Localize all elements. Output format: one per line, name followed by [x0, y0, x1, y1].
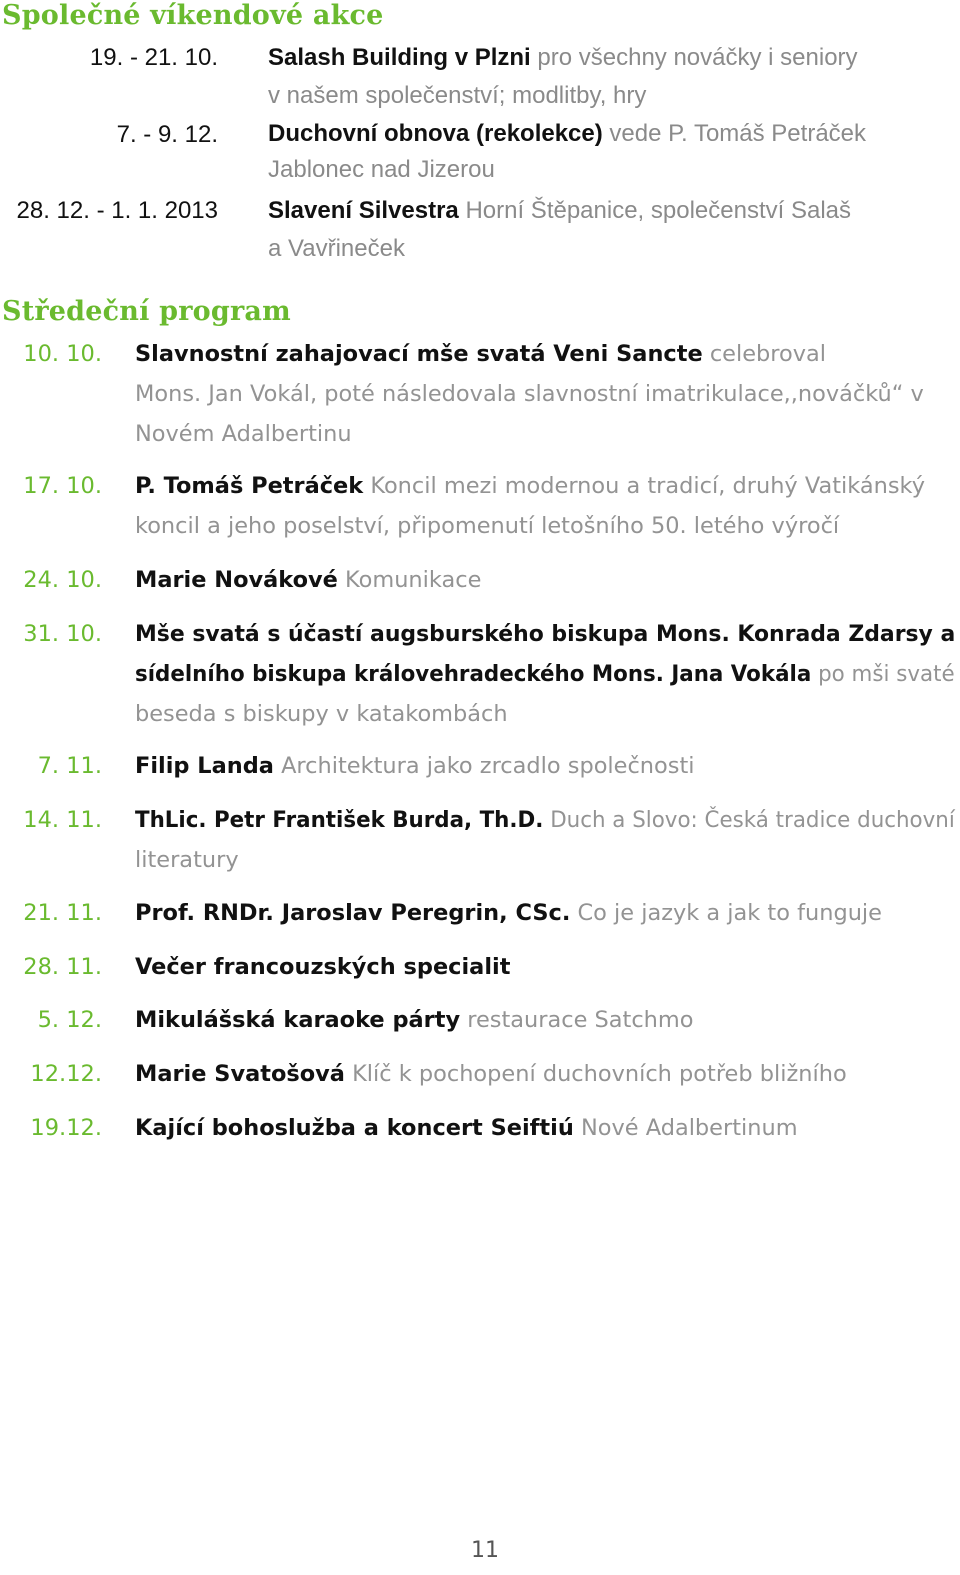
- event-detail: restaurace Satchmo: [460, 1007, 694, 1033]
- description-line: [135, 947, 955, 987]
- event-detail: pro všechny nováčky i seniory: [530, 44, 858, 71]
- description-line: [135, 746, 955, 786]
- event-detail: Architektura jako zrcadlo společnosti: [273, 753, 695, 779]
- event-date: 17. 10.: [23, 473, 102, 499]
- event-date: 24. 10.: [23, 567, 102, 593]
- description-line: [268, 116, 928, 152]
- event-detail: beseda s biskupy v katakombách: [135, 701, 508, 727]
- event-title: Marie Novákové: [135, 567, 338, 593]
- page-number: 11: [471, 1538, 499, 1563]
- event-detail: po mši svaté: [811, 661, 955, 687]
- description-line: [268, 77, 928, 115]
- description-line: [135, 414, 955, 454]
- description-line: [268, 230, 928, 268]
- event-description: [135, 560, 957, 600]
- event-title: Duchovní obnova (rekolekce): [268, 120, 603, 147]
- event-description: [135, 746, 957, 786]
- description-line: [135, 893, 955, 933]
- event-description: [135, 1054, 957, 1094]
- event-detail: a Vavřineček: [268, 235, 405, 262]
- event-detail: Duch a Slovo: Česká tradice duchovní: [543, 807, 955, 833]
- description-line: [135, 800, 955, 840]
- event-detail: Klíč k pochopení duchovních potřeb bližního: [344, 1061, 847, 1087]
- description-line: [135, 466, 955, 506]
- event-date: 19.12.: [30, 1115, 102, 1141]
- event-title: ThLic. Petr František Burda, Th.D.: [135, 807, 544, 833]
- event-date: 14. 11.: [23, 807, 102, 833]
- event-title: Večer francouzských specialit: [135, 954, 511, 980]
- description-line: [135, 560, 955, 600]
- event-description: [135, 947, 957, 987]
- event-title: Slavnostní zahajovací mše svatá Veni Sancte: [135, 341, 703, 367]
- event-title: Kající bohoslužba a koncert Seiftiú: [135, 1115, 574, 1141]
- section-title-weekend: Společné víkendové akce: [2, 0, 384, 31]
- event-detail: vede P. Tomáš Petráček: [602, 120, 867, 147]
- event-date: 19. - 21. 10.: [89, 44, 218, 71]
- description-line: [135, 694, 955, 734]
- event-description: [135, 466, 957, 546]
- event-detail: Co je jazyk a jak to funguje: [570, 900, 882, 926]
- event-date: 7. 11.: [37, 753, 102, 779]
- event-title: sídelního biskupa královehradeckého Mons. Jana Vokála: [135, 661, 812, 687]
- description-line: [135, 1108, 955, 1148]
- event-date: 5. 12.: [37, 1007, 102, 1033]
- event-date: 31. 10.: [23, 621, 102, 647]
- event-description: [268, 192, 928, 268]
- event-description: [135, 334, 957, 454]
- description-line: [135, 334, 955, 374]
- event-detail: Novém Adalbertinu: [135, 421, 352, 447]
- event-date: 28. 11.: [23, 954, 102, 980]
- event-title: P. Tomáš Petráček: [135, 473, 364, 499]
- event-title: Filip Landa: [135, 753, 274, 779]
- event-description: [135, 893, 957, 933]
- event-detail: Komunikace: [337, 567, 482, 593]
- description-line: [268, 39, 928, 77]
- event-date: 21. 11.: [23, 900, 102, 926]
- event-date: 10. 10.: [23, 341, 102, 367]
- event-detail: Nové Adalbertinum: [573, 1115, 798, 1141]
- event-detail: Mons. Jan Vokál, poté následovala slavnostní imatrikulace,,nováčků“ v: [135, 381, 924, 407]
- event-title: Mše svatá s účastí augsburského biskupa Mons. Konrada Zdarsy a: [135, 621, 956, 647]
- description-line: [135, 1054, 955, 1094]
- event-description: [268, 39, 928, 115]
- event-detail: literatury: [135, 847, 239, 873]
- event-title: Salash Building v Plzni: [268, 44, 531, 71]
- event-description: [135, 1108, 957, 1148]
- event-detail: celebroval: [702, 341, 827, 367]
- event-description: [268, 116, 928, 188]
- section-title-wednesday: Středeční program: [2, 296, 291, 327]
- description-line: [135, 1000, 955, 1040]
- event-detail: v našem společenství; modlitby, hry: [268, 82, 647, 109]
- description-line: [268, 152, 928, 188]
- event-title: Marie Svatošová: [135, 1061, 345, 1087]
- event-detail: koncil a jeho poselství, připomenutí letošního 50. letého výročí: [135, 513, 840, 539]
- event-detail: Jablonec nad Jizerou: [268, 156, 495, 183]
- description-line: [135, 654, 955, 694]
- event-detail: Horní Štěpanice, společenství Salaš: [458, 197, 851, 224]
- event-detail: Koncil mezi modernou a tradicí, druhý Vatikánský: [363, 473, 926, 499]
- description-line: [135, 506, 955, 546]
- event-date: 7. - 9. 12.: [116, 121, 218, 148]
- description-line: [135, 374, 955, 414]
- description-line: [135, 614, 956, 654]
- event-date: 12.12.: [30, 1061, 102, 1087]
- description-line: [135, 840, 955, 880]
- event-title: Slavení Silvestra: [268, 197, 459, 224]
- event-title: Prof. RNDr. Jaroslav Peregrin, CSc.: [135, 900, 571, 926]
- event-description: [135, 1000, 957, 1040]
- event-description: [135, 800, 957, 880]
- description-line: [268, 192, 928, 230]
- event-title: Mikulášská karaoke párty: [135, 1007, 461, 1033]
- event-date: 28. 12. - 1. 1. 2013: [16, 197, 218, 224]
- event-description: [135, 614, 957, 734]
